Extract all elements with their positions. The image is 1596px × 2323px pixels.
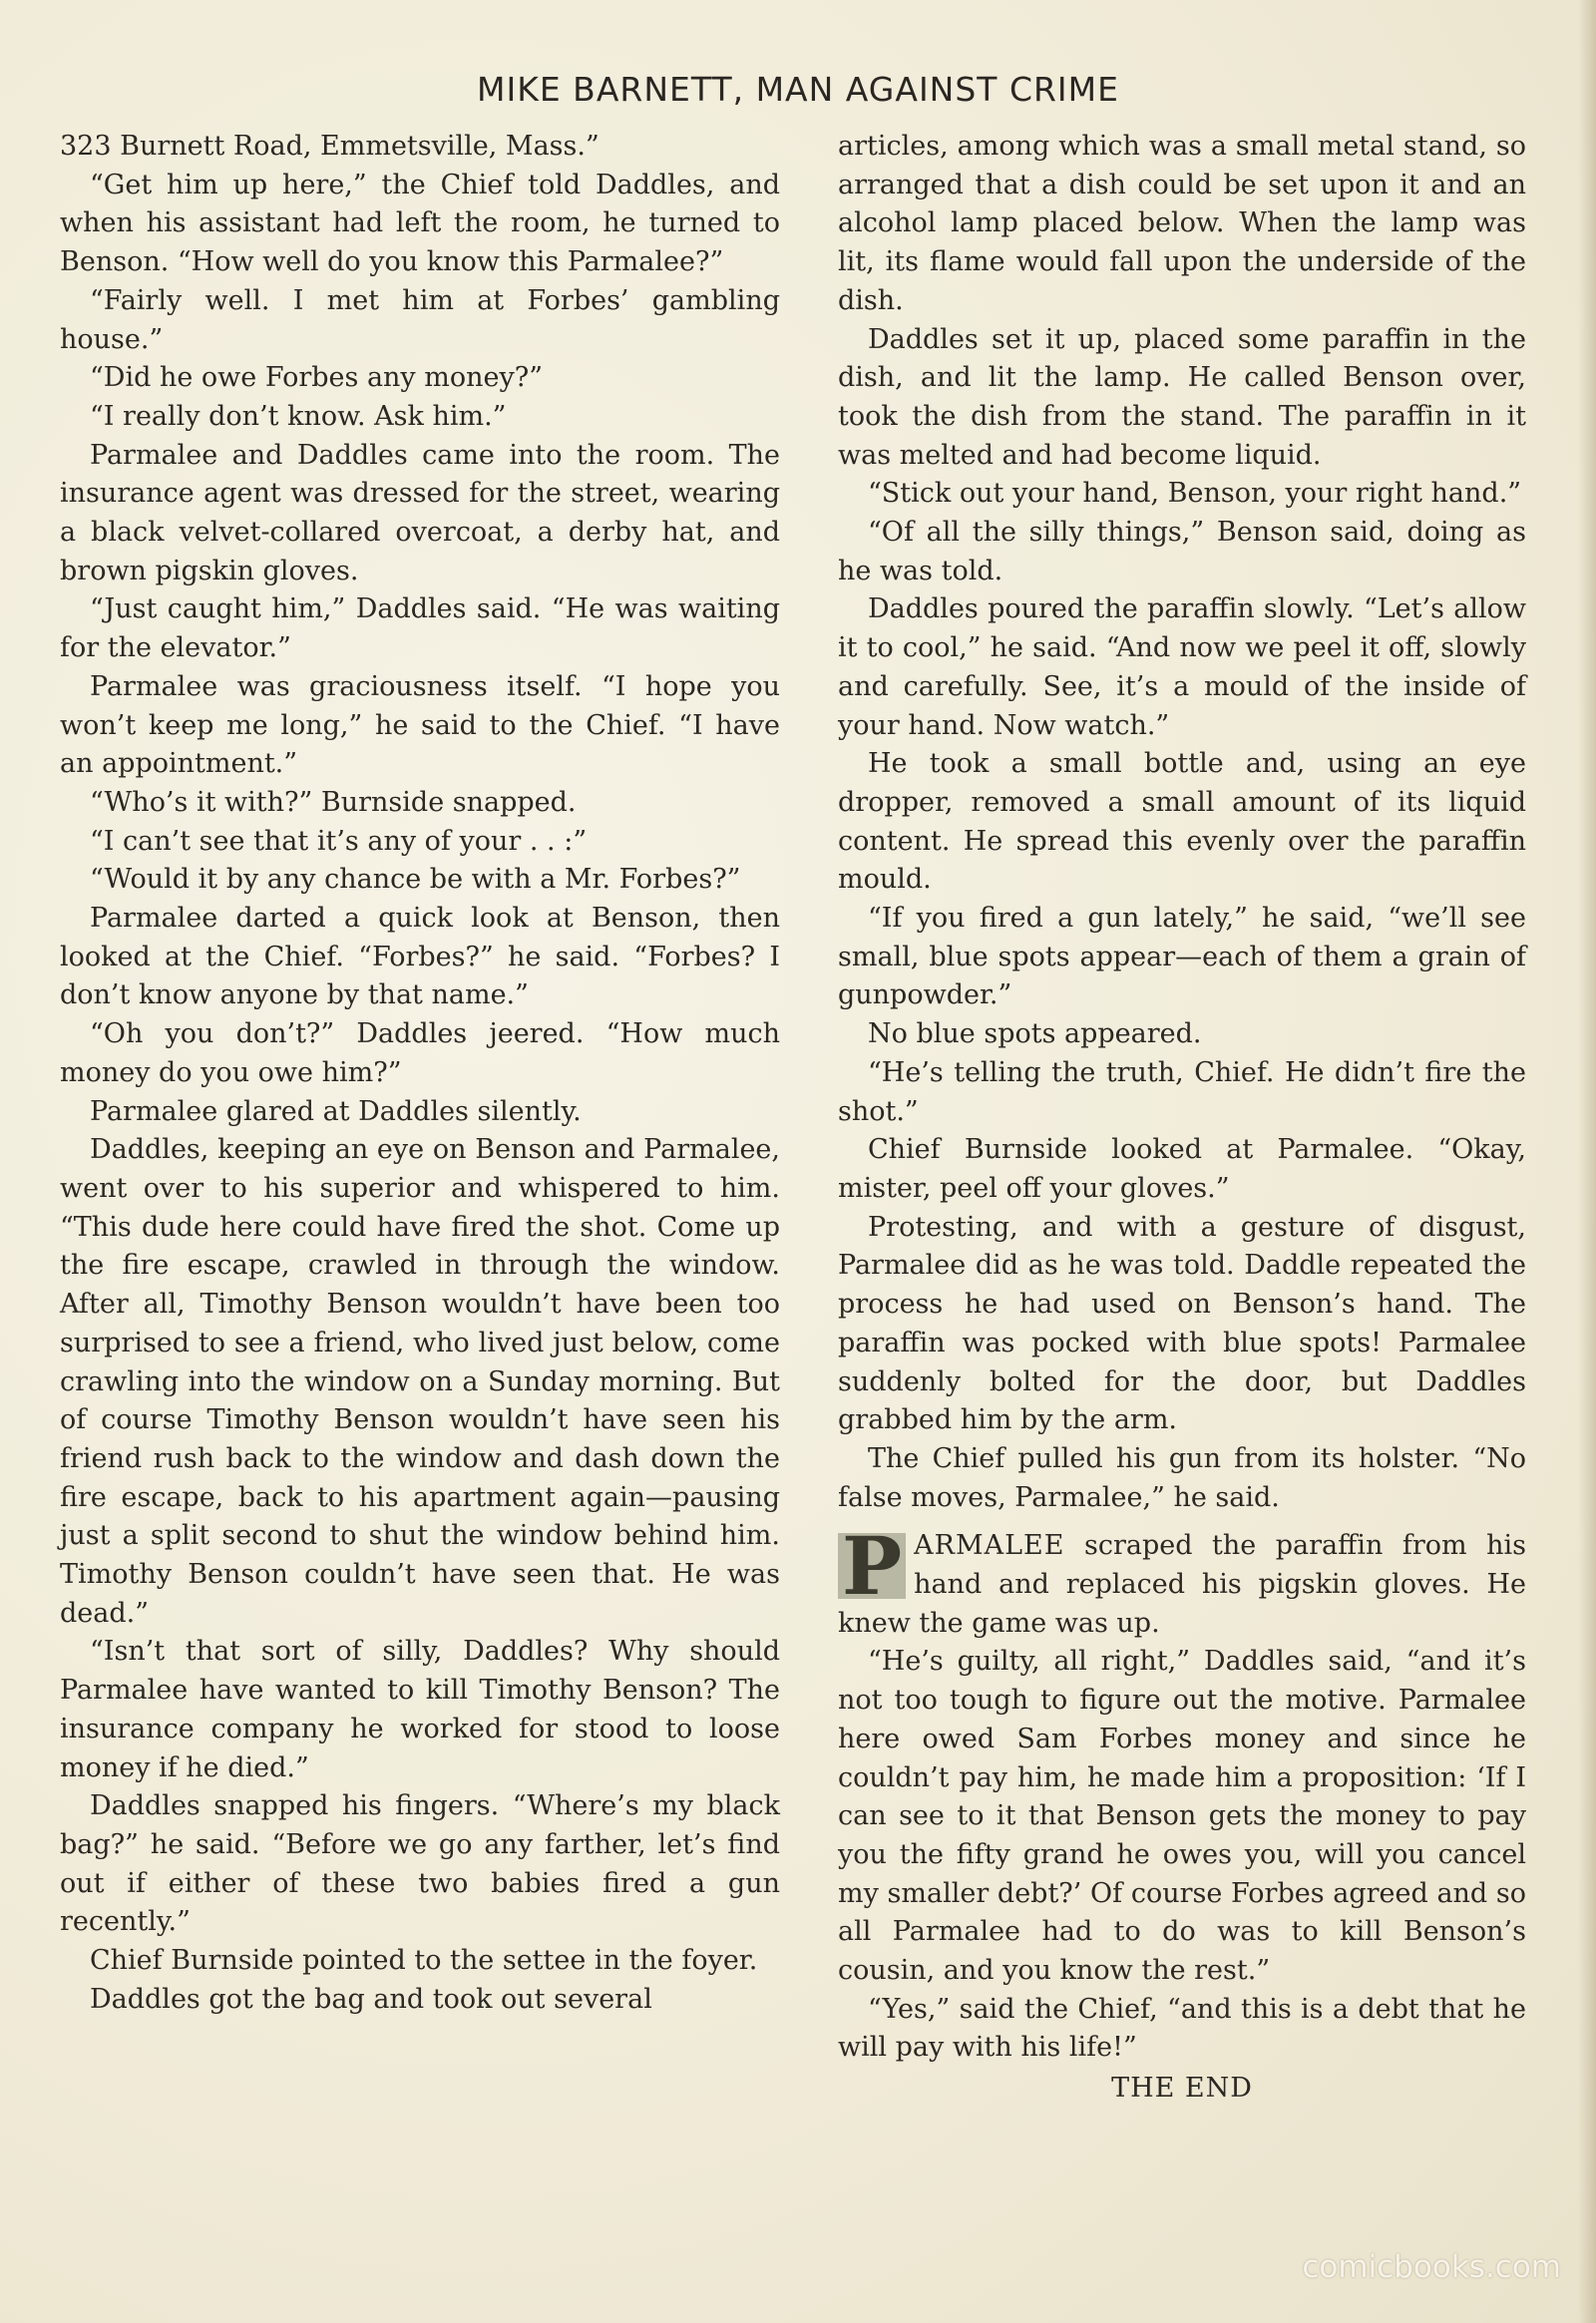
- paragraph: 323 Burnett Road, Emmetsville, Mass.”: [60, 131, 599, 162]
- paragraph: No blue spots appeared.: [868, 1018, 1202, 1050]
- paragraph: “He’s telling the truth, Chief. He didn’t fire the shot.”: [838, 1056, 1526, 1127]
- paragraph: Daddles set it up, placed some paraffin in the dish, and lit the lamp. He called Benson over, took the dish from the stand. The paraffin in it was melted and had become liquid.: [838, 323, 1526, 471]
- paragraph: “Fairly well. I met him at Forbes’ gambling house.”: [60, 284, 780, 355]
- paragraph: “Just caught him,” Daddles said. “He was waiting for the elevator.”: [60, 593, 780, 664]
- paragraph: Protesting, and with a gesture of disgust, Parmalee did as he was told. Daddle repeated the process he had used on Benson’s hand. The paraffin was pocked with blue spots! Parmalee suddenly bolted for the door, but Daddles grabbed him by the arm.: [838, 1211, 1526, 1436]
- paragraph: Daddles poured the paraffin slowly. “Let’s allow it to cool,” he said. “And now we peel it off, slowly and carefully. See, it’s a mould of the inside of your hand. Now watch.”: [838, 593, 1526, 741]
- paragraph: “Of all the silly things,” Benson said, doing as he was told.: [838, 517, 1526, 586]
- paragraph: “Oh you don’t?” Daddles jeered. “How much money do you owe him?”: [60, 1018, 780, 1088]
- small-caps-word: ARMALEE: [914, 1530, 1065, 1562]
- paragraph: “He’s guilty, all right,” Daddles said, “and it’s not too tough to figure out the motive. Parmalee here owed Sam Forbes money and since he couldn’t pay him, he made him a proposition: ‘If I can see to it that Benson gets the money to pay you the fifty grand he owes you, will you cancel my smaller debt?’ Of course Forbes agreed and so all Parmalee had to do was to kill Benson’s cousin, and you know the rest.”: [838, 1646, 1526, 1987]
- paragraph: Chief Burnside pointed to the settee in the foyer.: [90, 1945, 758, 1977]
- paragraph: Parmalee glared at Daddles silently.: [90, 1095, 582, 1127]
- paragraph: Daddles got the bag and took out several: [90, 1983, 652, 2015]
- paragraph: “I really don’t know. Ask him.”: [90, 400, 507, 432]
- the-end: THE END: [1111, 2073, 1253, 2105]
- paragraph: He took a small bottle and, using an eye dropper, removed a small amount of its liquid content. He spread this evenly over the paraffin mould.: [838, 748, 1526, 896]
- paragraph: “I can’t see that it’s any of your . . :”: [90, 825, 588, 857]
- paragraph: Parmalee darted a quick look at Benson, then looked at the Chief. “Forbes?” he said. “Forbes? I don’t know anyone by that name.”: [60, 903, 780, 1011]
- paragraph: Daddles, keeping an eye on Benson and Parmalee, went over to his superior and whispered to him. “This dude here could have fired the shot. Come up the fire escape, crawled in through the window. After all, Timothy Benson wouldn’t have been too surprised to see a friend, who lived just below, come crawling into the window on a Sunday morning. But of course Timothy Benson wouldn’t have seen his friend rush back to the window and dash down the fire escape, back to his apartment again—pausing just a split second to shut the window behind him. Timothy Benson couldn’t have seen that. He was dead.”: [60, 1134, 780, 1629]
- paragraph: Parmalee and Daddles came into the room. The insurance agent was dressed for the street, wearing a black velvet-collared overcoat, a derby hat, and brown pigskin gloves.: [60, 439, 780, 586]
- paragraph: “Did he owe Forbes any money?”: [90, 362, 544, 394]
- page-header: MIKE BARNETT, MAN AGAINST CRIME: [477, 70, 1119, 109]
- paragraph: “Isn’t that sort of silly, Daddles? Why should Parmalee have wanted to kill Timothy Benson? The insurance company he worked for stood to loose money if he died.”: [60, 1636, 780, 1783]
- section-opening-paragraph: [838, 1519, 1526, 1643]
- paragraph: “Get him up here,” the Chief told Daddles, and when his assistant had left the room, he turned to Benson. “How well do you know this Parmalee?”: [60, 169, 780, 278]
- left-column: [60, 128, 780, 2019]
- paragraph: The Chief pulled his gun from its holster. “No false moves, Parmalee,” he said.: [838, 1442, 1526, 1513]
- paragraph: Daddles snapped his fingers. “Where’s my black bag?” he said. “Before we go any farther, let’s find out if either of these two babies fired a gun recently.”: [60, 1790, 780, 1938]
- paragraph: articles, among which was a small metal stand, so arranged that a dish could be set upon it and an alcohol lamp placed below. When the lamp was lit, its flame would fall upon the underside of the dish.: [838, 131, 1526, 316]
- watermark: comicbooks.com: [1302, 2249, 1561, 2285]
- opening-text: scraped the paraffin from his hand and replaced his pigskin gloves. He knew the game was up.: [838, 1530, 1526, 1639]
- paragraph: Parmalee was graciousness itself. “I hope you won’t keep me long,” he said to the Chief. “I have an appointment.”: [60, 670, 780, 780]
- paragraph: Chief Burnside looked at Parmalee. “Okay, mister, peel off your gloves.”: [838, 1134, 1526, 1204]
- right-column: [838, 128, 1526, 2109]
- drop-cap: P: [838, 1533, 906, 1599]
- paragraph: “Yes,” said the Chief, “and this is a debt that he will pay with his life!”: [838, 1993, 1526, 2064]
- paragraph: “Who’s it with?” Burnside snapped.: [90, 786, 577, 818]
- paragraph: “If you fired a gun lately,” he said, “we’ll see small, blue spots appear—each of them a grain of gunpowder.”: [838, 903, 1526, 1011]
- paragraph: “Stick out your hand, Benson, your right hand.”: [868, 478, 1522, 510]
- paragraph: “Would it by any chance be with a Mr. Forbes?”: [90, 864, 741, 896]
